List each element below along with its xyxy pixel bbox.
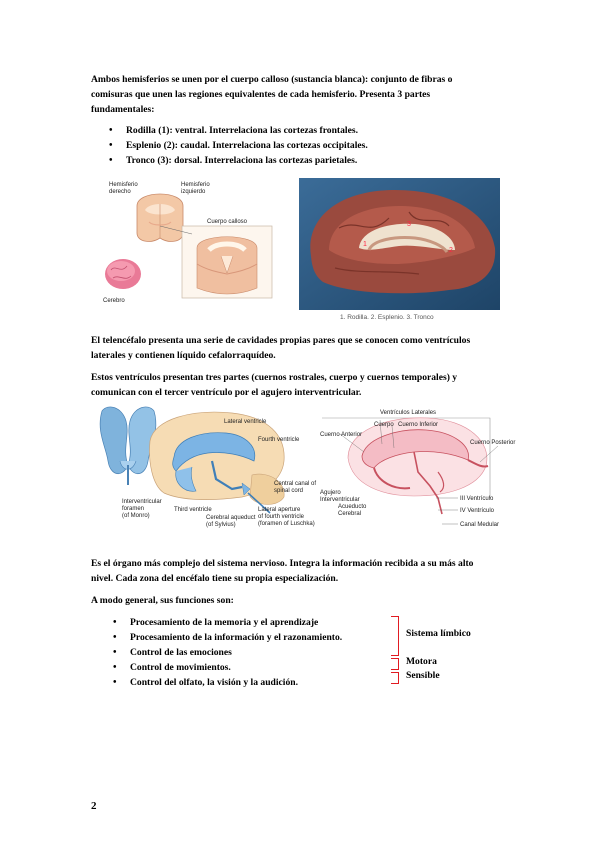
brain-sagittal-photo [299, 178, 500, 310]
ventriculos-line-2: comunican con el tercer ventrículo por el agujero interventricular. [91, 387, 362, 398]
label-acueducto-1: Acueducto [338, 504, 367, 510]
marker-1: 1 [363, 241, 367, 248]
label-interventricular-2: foramen [122, 506, 145, 512]
label-right-hemisphere-1: Hemisferio [109, 182, 138, 188]
label-aperture-1: Lateral aperture [258, 507, 301, 513]
telencefalo-line-2: laterales y contienen líquido cefalorraquídeo. [91, 350, 276, 361]
sensible-bracket [391, 672, 399, 684]
motora-bracket [391, 658, 399, 670]
label-left-hemisphere-1: Hemisferio [181, 182, 210, 188]
label-left-hemisphere-2: izquierdo [181, 189, 206, 195]
ventriculos-paragraph [91, 370, 521, 400]
list-item: • Control del olfato, la visión y la audición. [110, 675, 342, 690]
list-item: • Esplenio (2): caudal. Interrelaciona las cortezas occipitales. [106, 138, 368, 153]
label-aperture-3: (foramen of Luschka) [258, 521, 315, 527]
label-cuerpo: Cuerpo [374, 422, 394, 428]
label-right-hemisphere-2: derecho [109, 189, 131, 195]
figure2-caption: 1. Rodilla. 2. Esplenio. 3. Tronco [340, 314, 434, 321]
label-lateral-ventricle: Lateral ventricle [224, 419, 267, 425]
label-third-ventricle: Third ventricle [174, 507, 212, 513]
organo-line-1: Es el órgano más complejo del sistema nervioso. Integra la información recibida a su más alto [91, 558, 474, 569]
label-canal-medular: Canal Medular [460, 522, 500, 528]
label-sistema-limbico: Sistema límbico [406, 628, 471, 639]
marker-2: 2 [449, 247, 453, 254]
label-cuerno-posterior: Cuerno Posterior [470, 440, 516, 446]
page-number: 2 [91, 800, 97, 812]
label-corpus-callosum: Cuerpo calloso [207, 219, 248, 225]
ventriculos-line-1: Estos ventrículos presentan tres partes (cuernos rostrales, cuerpo y cuernos temporales) y [91, 372, 458, 383]
corpus-callosum-parts-list [106, 123, 368, 168]
label-motora: Motora [406, 656, 437, 667]
intro-line-1: Ambos hemisferios se unen por el cuerpo calloso (sustancia blanca): conjunto de fibras o [91, 74, 453, 85]
label-iv-ventriculo: IV Ventrículo [460, 508, 495, 514]
label-iii-ventriculo: III Ventrículo [460, 496, 494, 502]
list-item: • Tronco (3): dorsal. Interrelaciona las cortezas parietales. [106, 153, 368, 168]
funciones-intro: A modo general, sus funciones son: [91, 595, 234, 606]
label-cuerno-inferior: Cuerno Inferior [398, 422, 439, 428]
label-aperture-2: of fourth ventricle [258, 514, 305, 520]
intro-line-2: comisuras que unen las regiones equivalentes de cada hemisferio. Presenta 3 partes [91, 89, 431, 100]
intro-line-3: fundamentales: [91, 104, 155, 115]
telencefalo-paragraph [91, 333, 521, 363]
label-interventricular-3: (of Monro) [122, 513, 150, 519]
label-central-canal-2: spinal cord [274, 488, 304, 494]
organo-line-2: nivel. Cada zona del encéfalo tiene su propia especialización. [91, 573, 339, 584]
marker-3: 3 [407, 221, 411, 228]
list-item: • Control de movimientos. [110, 660, 342, 675]
label-interventricular-1: Interventricular [122, 499, 162, 505]
label-brain: Cerebro [103, 298, 125, 304]
telencefalo-line-1: El telencéfalo presenta una serie de cavidades propias pares que se conocen como ventrículos [91, 335, 471, 346]
corpus-callosum-illustration [97, 178, 283, 310]
label-sensible: Sensible [406, 670, 440, 681]
ventricular-system-illustration [92, 401, 317, 529]
label-fourth-ventricle: Fourth ventricle [258, 437, 300, 443]
label-central-canal-1: Central canal of [274, 481, 317, 487]
list-item: • Control de las emociones [110, 645, 342, 660]
list-item: • Procesamiento de la información y el razonamiento. [110, 630, 342, 645]
list-item: • Rodilla (1): ventral. Interrelaciona las cortezas frontales. [106, 123, 368, 138]
intro-paragraph [91, 72, 521, 117]
label-cuerno-anterior: Cuerno Anterior [320, 432, 363, 438]
label-aqueduct-1: Cerebral aqueduct [206, 515, 256, 521]
label-agujero-1: Agujero [320, 490, 341, 496]
label-agujero-2: Interventricular [320, 497, 360, 503]
functions-list [110, 615, 342, 690]
lateral-ventricles-illustration [318, 402, 516, 530]
label-acueducto-2: Cerebral [338, 511, 362, 517]
list-item: • Procesamiento de la memoria y el aprendizaje [110, 615, 342, 630]
label-ventriculos-laterales: Ventrículos Laterales [380, 410, 437, 416]
limbic-bracket [391, 616, 399, 656]
label-aqueduct-2: (of Sylvius) [206, 522, 236, 528]
organo-paragraph [91, 556, 521, 586]
